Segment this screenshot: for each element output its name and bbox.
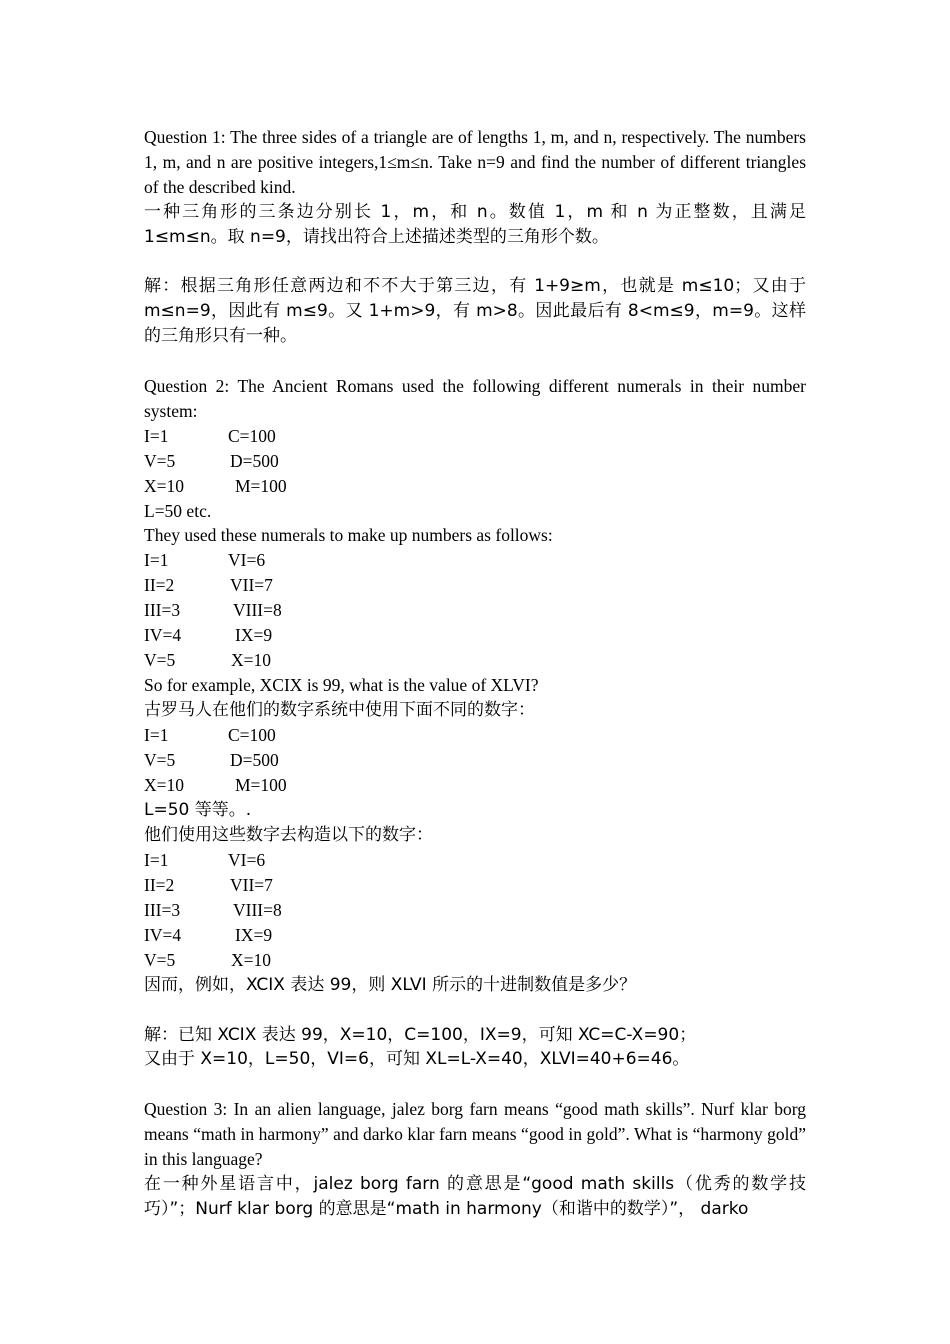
numeral-left: I=1	[144, 724, 169, 745]
example-row	[144, 548, 806, 573]
numerals-tail-zh	[144, 797, 806, 823]
example-row	[144, 948, 806, 973]
numeral-left: X=10	[144, 475, 185, 496]
example-row	[144, 573, 806, 598]
spacer	[144, 998, 806, 1023]
make-up-zh: 他们使用这些数字去构造以下的数字：	[144, 825, 433, 846]
q2-intro-zh: 古罗马人在他们的数字系统中使用下面不同的数字：	[144, 699, 535, 720]
document-page	[144, 125, 806, 1222]
example-right: VIII=8	[233, 900, 282, 921]
q2-solution-line2-zh: 又由于 X=10，L=50，VI=6，可知 XL=L-X=40，XLVI=40+6=46。	[144, 1049, 690, 1070]
example-row	[144, 623, 806, 648]
numeral-right: M=100	[235, 774, 287, 795]
example-left: IV=4	[144, 924, 182, 945]
numeral-left: V=5	[144, 749, 176, 770]
numeral-row	[144, 748, 806, 773]
example-right: IX=9	[235, 924, 273, 945]
q2-ask-en: So for example, XCIX is 99, what is the value of XLVI?	[144, 674, 539, 695]
example-left: III=3	[144, 900, 181, 921]
numerals-tail-en: L=50 etc.	[144, 500, 212, 521]
example-right: IX=9	[235, 625, 273, 646]
example-row	[144, 873, 806, 898]
example-row	[144, 598, 806, 623]
example-left: II=2	[144, 875, 175, 896]
numeral-left: I=1	[144, 425, 169, 446]
example-row	[144, 848, 806, 873]
example-right: VI=6	[228, 850, 266, 871]
example-right: X=10	[231, 650, 272, 670]
numeral-row	[144, 424, 806, 449]
spacer	[144, 250, 806, 275]
example-left: V=5	[144, 949, 176, 970]
q2-solution-line1-zh: 解：已知 XCIX 表达 99，X=10，C=100，IX=9，可知 XC=C-X=90；	[144, 1024, 697, 1045]
numeral-row	[144, 474, 806, 499]
example-row	[144, 898, 806, 923]
example-left: V=5	[144, 650, 176, 670]
numerals-tail-zh-text: L=50 等等。.	[144, 800, 252, 821]
example-right: VI=6	[228, 550, 266, 571]
q1-question-zh: 一种三角形的三条边分别长 1，m，和 n。数值 1，m 和 n 为正整数，且满足 1≤m≤n。取 n=9，请找出符合上述描述类型的三角形个数。	[144, 201, 806, 247]
spacer	[144, 349, 806, 374]
numeral-row	[144, 723, 806, 748]
example-right: VII=7	[230, 575, 273, 596]
numeral-right: D=500	[230, 749, 279, 770]
q2-intro-en: Question 2: The Ancient Romans used the following different numerals in their number system:	[144, 376, 806, 421]
q1-question-en: Question 1: The three sides of a triangle are of lengths 1, m, and n, respectively. The numbers 1, m, and n are positive integers,1≤m≤n. Take n=9 and find the number of different triangles of the described kind.	[144, 127, 806, 197]
example-left: IV=4	[144, 625, 182, 646]
numeral-left: X=10	[144, 774, 185, 795]
numeral-row	[144, 773, 806, 798]
example-right: VII=7	[230, 875, 273, 896]
numeral-right: C=100	[228, 724, 276, 745]
example-left: III=3	[144, 600, 181, 621]
numeral-right: D=500	[230, 450, 279, 471]
q1-solution-zh: 解：根据三角形任意两边和不不大于第三边，有 1+9≥m，也就是 m≤10；又由于 m≤n=9，因此有 m≤9。又 1+m>9，有 m>8。因此最后有 8<m≤9，m=9。这样的三角形只有一种。	[144, 276, 806, 347]
numeral-right: M=100	[235, 475, 287, 496]
example-row	[144, 648, 806, 673]
example-left: I=1	[144, 850, 169, 871]
example-right: VIII=8	[233, 600, 282, 621]
numeral-row	[144, 449, 806, 474]
example-row	[144, 923, 806, 948]
numeral-right: C=100	[228, 425, 276, 446]
q3-question-zh: 在一种外星语言中，jalez borg farn 的意思是“good math skills（优秀的数学技巧）”；Nurf klar borg 的意思是“math in harmony（和谐中的数学）”， darko	[144, 1174, 806, 1219]
q3-question-en: Question 3: In an alien language, jalez borg farn means “good math skills”. Nurf klar borg means “math in harmony” and darko klar farn means “good in gold”. What is “harmony gold” in this language?	[144, 1099, 806, 1170]
example-right: X=10	[231, 949, 272, 970]
numeral-left: V=5	[144, 450, 176, 471]
example-left: II=2	[144, 575, 175, 596]
make-up-en: They used these numerals to make up numbers as follows:	[144, 525, 553, 546]
q2-ask-zh: 因而，例如，XCIX 表达 99，则 XLVI 所示的十进制数值是多少？	[144, 974, 637, 995]
example-left: I=1	[144, 550, 169, 571]
spacer	[144, 1072, 806, 1097]
